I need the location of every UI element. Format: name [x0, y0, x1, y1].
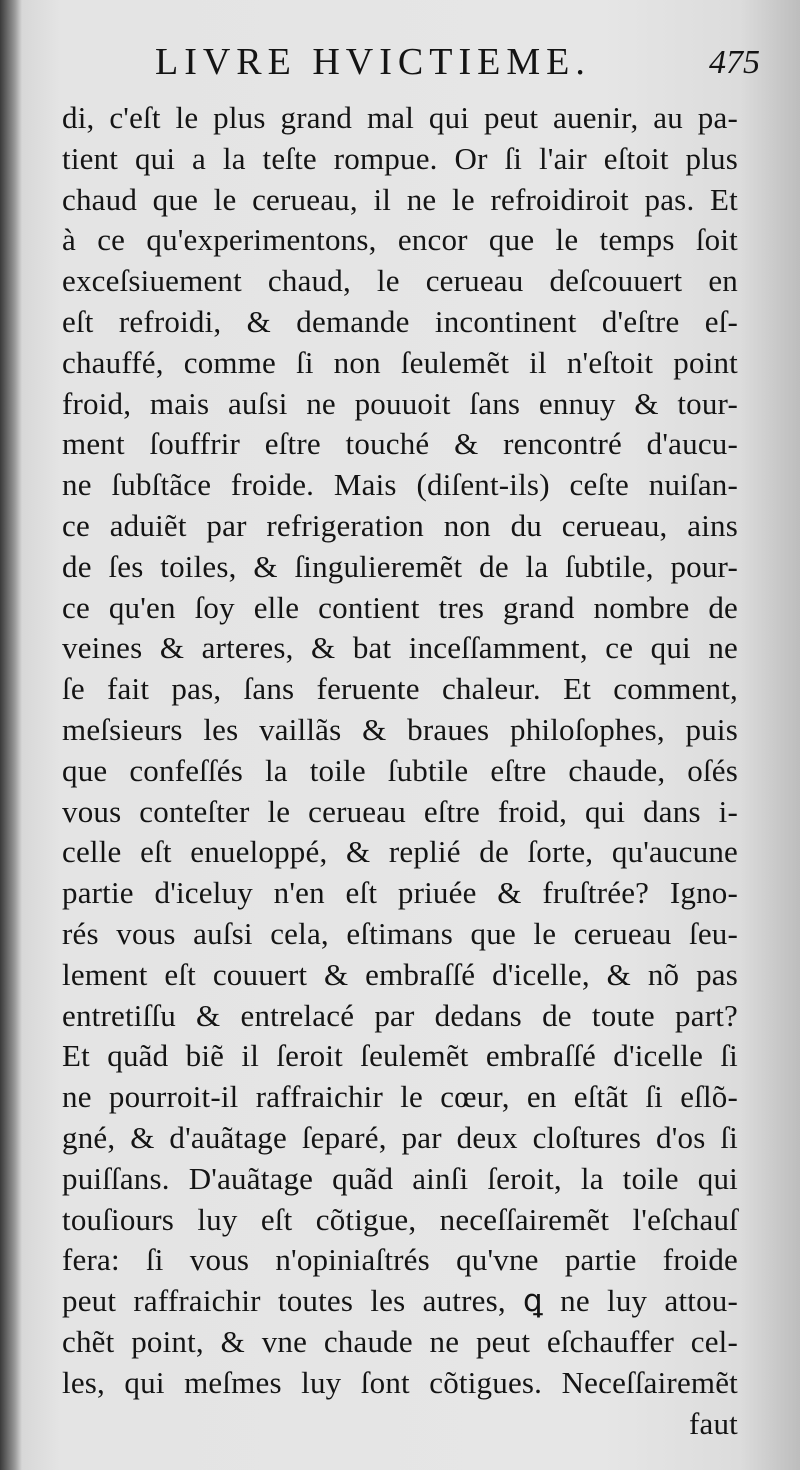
text-line: ſe fait pas, ſans feruente chaleur. Et comment, — [62, 671, 738, 707]
text-line: tient qui a la teſte rompue. Or ſi l'air eſtoit plus — [62, 140, 738, 176]
gutter-shadow — [0, 0, 22, 1470]
text-line: ment ſouffrir eſtre touché & rencontré d'aucu- — [62, 426, 738, 462]
text-line: ne ſubſtãce froide. Mais (diſent-ils) ceſte nuiſan- — [62, 467, 738, 503]
text-line: ce aduiẽt par refrigeration non du cerueau, ains — [62, 507, 738, 543]
text-line: froid, mais auſsi ne pouuoit ſans ennuy & tour- — [62, 385, 738, 421]
text-line: fera: ſi vous n'opiniaſtrés qu'vne partie froide — [62, 1242, 738, 1278]
text-line: exceſsiuement chaud, le cerueau deſcouuert en — [62, 263, 738, 299]
text-line: lement eſt couuert & embraſſé d'icelle, & nõ pas — [62, 956, 738, 992]
text-line: Et quãd biẽ il ſeroit ſeulemẽt embraſſé d'icelle ſi — [62, 1038, 738, 1074]
text-line: les, qui meſmes luy ſont cõtigues. Neceſſairemẽt — [62, 1364, 738, 1400]
text-line: ne pourroit-il raffraichir le cœur, en eſtãt ſi eſlõ- — [62, 1079, 738, 1115]
text-line: veines & arteres, & bat inceſſamment, ce qui ne — [62, 630, 738, 666]
text-line: chẽt point, & vne chaude ne peut eſchauffer cel- — [62, 1323, 738, 1359]
text-line: à ce qu'experimentons, encor que le temps ſoit — [62, 222, 738, 258]
text-line: rés vous auſsi cela, eſtimans que le cerueau ſeu- — [62, 915, 738, 951]
page-number: 475 — [709, 44, 760, 81]
text-line: gné, & d'auãtage ſeparé, par deux cloſtures d'os ſi — [62, 1119, 738, 1155]
text-line: touſiours luy eſt cõtigue, neceſſairemẽt l'eſchauſ — [62, 1201, 738, 1237]
text-line: entretiſſu & entrelacé par dedans de toute part? — [62, 997, 738, 1033]
text-line: celle eſt enueloppé, & replié de ſorte, qu'aucune — [62, 834, 738, 870]
text-line: de ſes toiles, & ſingulieremẽt de la ſubtile, pour- — [62, 548, 738, 584]
text-line: meſsieurs les vaillãs & braues philoſophes, puis — [62, 711, 738, 747]
text-line: di, c'eſt le plus grand mal qui peut auenir, au pa- — [62, 100, 738, 135]
catchword: faut — [689, 1405, 738, 1441]
text-line: chaud que le cerueau, il ne le refroidiroit pas. Et — [62, 181, 738, 217]
text-line: ce qu'en ſoy elle contient tres grand nombre de — [62, 589, 738, 625]
text-line: partie d'iceluy n'en eſt priuée & fruſtrée? Igno- — [62, 875, 738, 911]
text-line: eſt refroidi, & demande incontinent d'eſtre eſ- — [62, 303, 738, 339]
text-line: que confeſſés la toile ſubtile eſtre chaude, oſés — [62, 752, 738, 788]
text-line: puiſſans. D'auãtage quãd ainſi ſeroit, la toile qui — [62, 1160, 738, 1196]
text-line: peut raffraichir toutes les autres, ꝗ ne luy attou- — [62, 1283, 738, 1319]
body-text — [62, 98, 738, 1444]
running-head: LIVRE HVICTIEME. — [155, 41, 591, 83]
text-line: vous conteſter le cerueau eſtre froid, qui dans i- — [62, 793, 738, 829]
text-line: chauffé, comme ſi non ſeulemẽt il n'eſtoit point — [62, 344, 738, 380]
